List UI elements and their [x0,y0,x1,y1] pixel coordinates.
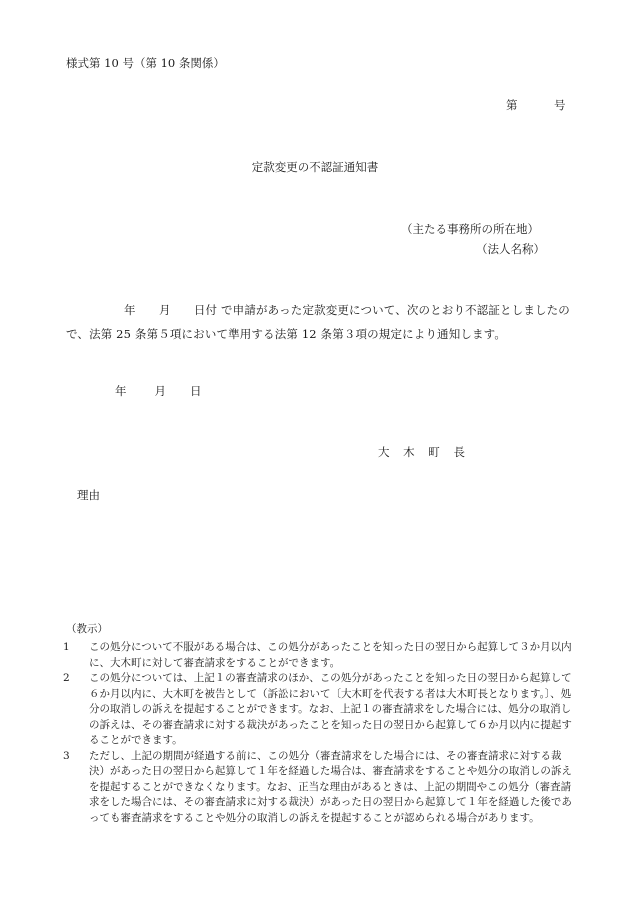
notice-item-number: 3 [63,749,70,762]
number-go: 号 [554,98,566,112]
notice-heading: （教示） [66,623,108,635]
notice-item [63,671,572,749]
date-year: 年 [115,384,127,398]
reason-label: 理由 [77,488,100,502]
corporation-name-label: （法人名称） [476,242,545,256]
document-title: 定款変更の不認証通知書 [251,160,379,174]
notice-item-text: この処分については、上記１の審査請求のほか、この処分があったことを知った日の翌日から起算して６か月以内に、大木町を被告として（訴訟において〔大木町を代表する者は大木町長となります。〕、処分の取消しの訴えを提起することができます。なお、上記１の審査請求をした場合には、処分の取消しの訴えは、その審査請求に対する裁決があったことを知った日の翌日から起算して６か月以内に提起することができます。 [89,672,572,746]
number-dai: 第 [506,98,518,112]
date-day: 日 [190,384,202,398]
address-label: （主たる事務所の所在地） [401,222,539,236]
body-text: で申請があった定款変更について、次のとおり不認証としましたので、法第 25 条第５項において準用する法第 12 条第３項の規定により通知します。 [66,303,570,341]
notice-item-number: 1 [63,641,70,653]
notice-item-text: ただし、上記の期間が経過する前に、この処分（審査請求をした場合には、その審査請求に対する裁決）があった日の翌日から起算して１年を経過した場合は、審査請求をすることや処分の取消しの訴えを提起することができなくなります。なお、正当な理由があるときは、上記の期間やこの処分（審査請求をした場合には、その審査請求に対する裁決）があった日の翌日から起算して１年を経過した後であっても審査請求をすることや処分の取消しの訴えを提起することが認められる場合があります。 [89,749,572,824]
notice-item [63,640,572,671]
date-month: 月 [154,384,166,398]
form-label: 様式第 10 号（第 10 条関係） [66,56,225,70]
issue-date [115,383,202,399]
notice-list [63,640,572,826]
issuer-mayor: 大 木 町 長 [378,445,470,459]
notice-item-number: 2 [63,672,70,684]
body-paragraph [66,298,570,346]
notice-item-text: この処分について不服がある場合は、この処分があったことを知った日の翌日から起算して３か月以内に、大木町に対して審査請求をすることができます。 [89,641,572,669]
body-date-prefix: 年 月 日付 [124,303,218,317]
notice-item [63,749,572,827]
